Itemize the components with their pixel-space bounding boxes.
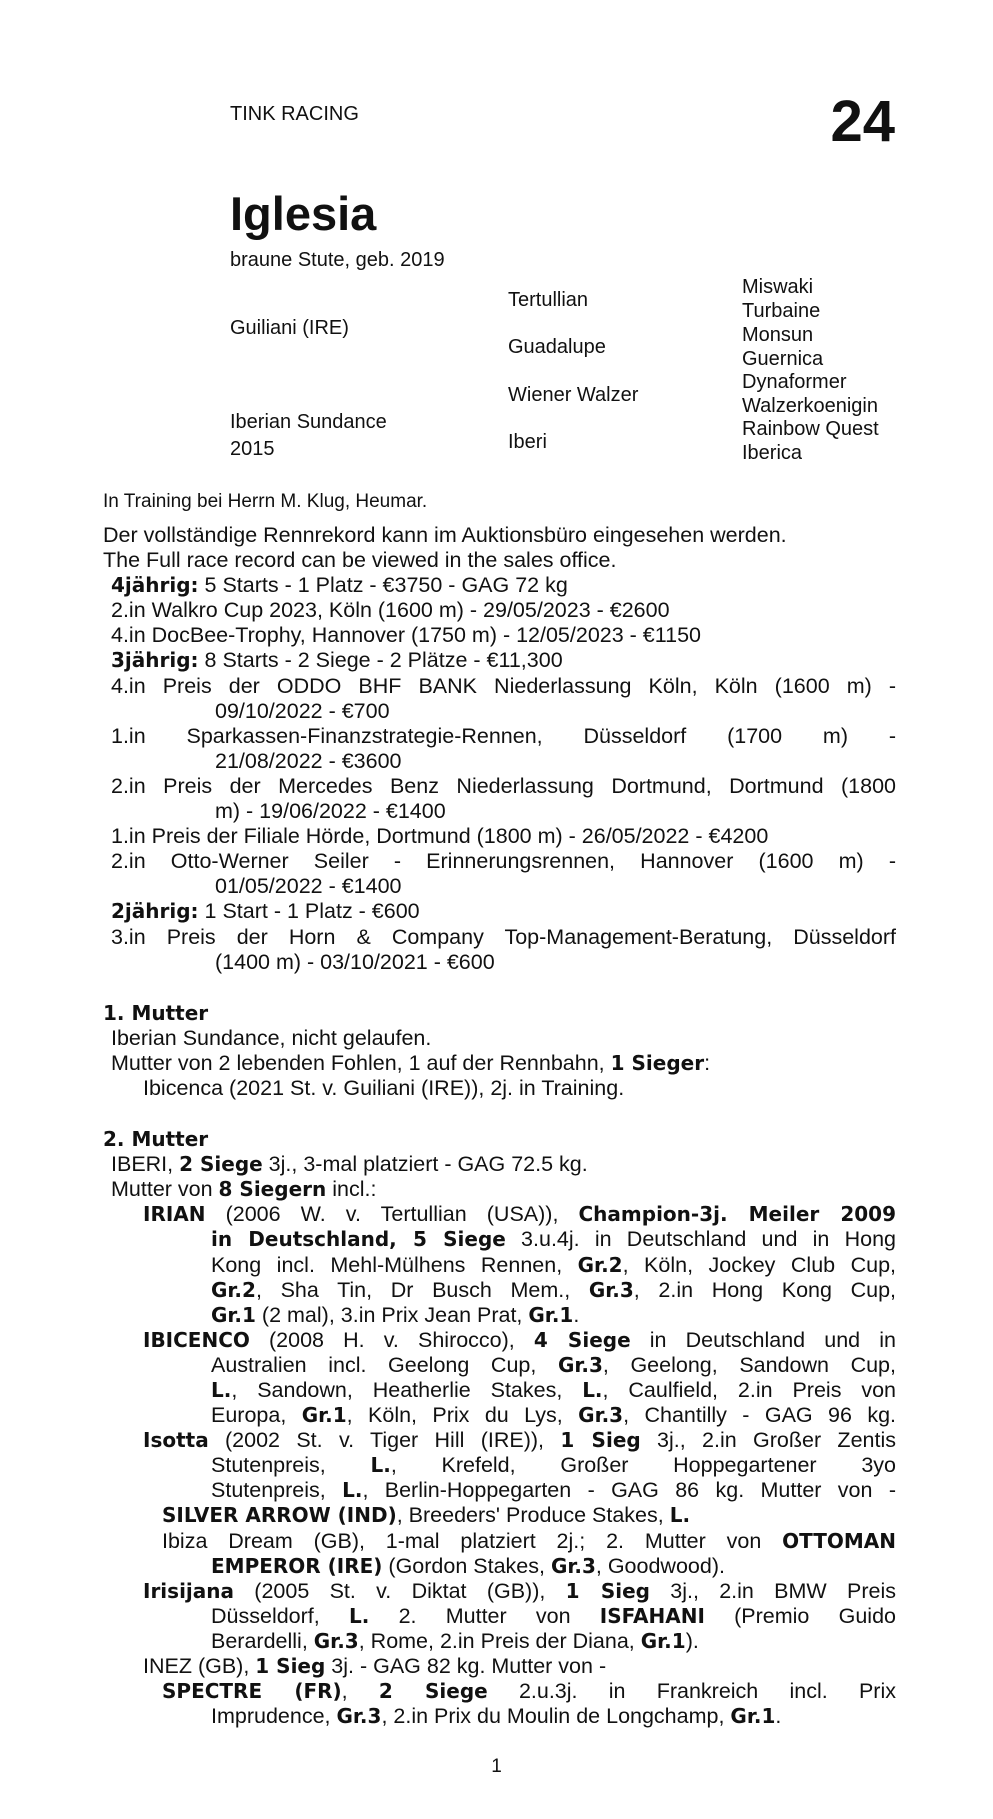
- produce-irian-cont: in Deutschland, 5 Siege 3.u.4j. in Deutschland und in Hong: [211, 1227, 896, 1252]
- race-result-cont: (1400 m) - 03/10/2021 - €600: [215, 949, 495, 974]
- race-year-2: 2jährig: 1 Start - 1 Platz - €600: [111, 899, 420, 924]
- pedigree-gen3: Miswaki: [742, 276, 814, 298]
- pedigree-gen3: Walzerkoenigin: [742, 395, 878, 417]
- pedigree-gen2: Wiener Walzer: [508, 384, 639, 406]
- race-result: 1.in Preis der Filiale Hörde, Dortmund (1800 m) - 26/05/2022 - €4200: [111, 824, 769, 849]
- catalogue-body: [103, 523, 896, 1729]
- training-note: In Training bei Herrn M. Klug, Heumar.: [103, 491, 428, 512]
- produce-ibicenco-cont: L., Sandown, Heatherlie Stakes, L., Caulfield, 2.in Preis von: [211, 1378, 896, 1402]
- pedigree-dam: Iberian Sundance: [230, 411, 387, 433]
- produce-isotta-cont: SILVER ARROW (IND), Breeders' Produce Stakes, L.: [162, 1503, 691, 1528]
- race-result-cont: 01/05/2022 - €1400: [215, 874, 402, 899]
- race-result: 2.in Preis der Mercedes Benz Niederlassung Dortmund, Dortmund (1800: [111, 773, 896, 798]
- produce-inez: INEZ (GB), 1 Sieg 3j. - GAG 82 kg. Mutter von -: [143, 1654, 607, 1679]
- race-result: 1.in Sparkassen-Finanzstrategie-Rennen, Düsseldorf (1700 m) -: [111, 723, 896, 748]
- produce-irian-cont: Gr.1 (2 mal), 3.in Prix Jean Prat, Gr.1.: [211, 1302, 580, 1327]
- produce-isotta-cont: Ibiza Dream (GB), 1-mal platziert 2j.; 2. Mutter von OTTOMAN: [162, 1528, 896, 1553]
- produce-irisijana: Irisijana (2005 St. v. Diktat (GB)), 1 Sieg 3j., 2.in BMW Preis: [143, 1578, 896, 1603]
- produce-isotta-cont: Stutenpreis, L., Berlin-Hoppegarten - GAG 86 kg. Mutter von -: [211, 1478, 896, 1503]
- produce-ibicenco: IBICENCO (2008 H. v. Shirocco), 4 Siege in Deutschland und in: [143, 1327, 896, 1352]
- pedigree-gen3: Iberica: [742, 442, 803, 464]
- produce-spectre: SPECTRE (FR), 2 Siege 2.u.3j. in Frankreich incl. Prix: [162, 1679, 896, 1704]
- consignor: TINK RACING: [230, 103, 359, 125]
- race-result-cont: 21/08/2022 - €3600: [215, 748, 402, 773]
- pedigree-gen3: Dynaformer: [742, 371, 847, 393]
- lot-number: 24: [830, 89, 895, 154]
- record-note-en: The Full race record can be viewed in the sales office.: [103, 548, 617, 573]
- race-result: 4.in Preis der ODDO BHF BANK Niederlassung Köln, Köln (1600 m) -: [111, 673, 896, 698]
- produce-isotta: Isotta (2002 St. v. Tiger Hill (IRE)), 1 Sieg 3j., 2.in Großer Zentis: [143, 1428, 896, 1453]
- pedigree-gen3: Monsun: [742, 324, 814, 346]
- first-dam-foal: Ibicenca (2021 St. v. Guiliani (IRE)), 2j. in Training.: [143, 1075, 625, 1100]
- horse-description: braune Stute, geb. 2019: [230, 249, 445, 271]
- race-result: 4.in DocBee-Trophy, Hannover (1750 m) - 12/05/2023 - €1150: [111, 623, 701, 648]
- produce-irian-cont: Kong incl. Mehl-Mülhens Rennen, Gr.2, Köln, Jockey Club Cup,: [211, 1252, 896, 1277]
- pedigree-gen3: Rainbow Quest: [742, 418, 879, 440]
- page-number: 1: [491, 1756, 502, 1777]
- race-result: 2.in Walkro Cup 2023, Köln (1600 m) - 29/05/2023 - €2600: [111, 598, 670, 623]
- produce-isotta-cont: EMPEROR (IRE) (Gordon Stakes, Gr.3, Goodwood).: [211, 1553, 725, 1578]
- pedigree-gen2: Iberi: [508, 431, 547, 453]
- pedigree-gen2: Tertullian: [508, 289, 589, 311]
- race-result: 3.in Preis der Horn & Company Top-Management-Beratung, Düsseldorf: [111, 924, 896, 949]
- produce-spectre-cont: Imprudence, Gr.3, 2.in Prix du Moulin de Longchamp, Gr.1.: [211, 1704, 782, 1729]
- produce-irisijana-cont: Berardelli, Gr.3, Rome, 2.in Preis der Diana, Gr.1).: [211, 1628, 699, 1653]
- pedigree-dam-year: 2015: [230, 438, 275, 460]
- first-dam-line: Mutter von 2 lebenden Fohlen, 1 auf der Rennbahn, 1 Sieger:: [111, 1050, 711, 1075]
- horse-name: Iglesia: [230, 187, 377, 240]
- first-dam-heading: 1. Mutter: [103, 1000, 209, 1025]
- produce-irian: IRIAN (2006 W. v. Tertullian (USA)), Champion-3j. Meiler 2009: [143, 1202, 896, 1227]
- second-dam-line: IBERI, 2 Siege 3j., 3-mal platziert - GAG 72.5 kg.: [111, 1152, 588, 1177]
- produce-ibicenco-cont: Europa, Gr.1, Köln, Prix du Lys, Gr.3, Chantilly - GAG 96 kg.: [211, 1403, 897, 1428]
- race-result-cont: m) - 19/06/2022 - €1400: [215, 799, 446, 824]
- second-dam-heading: 2. Mutter: [103, 1127, 209, 1152]
- produce-ibicenco-cont: Australien incl. Geelong Cup, Gr.3, Geelong, Sandown Cup,: [211, 1352, 896, 1377]
- second-dam-line: Mutter von 8 Siegern incl.:: [111, 1177, 377, 1202]
- pedigree-sire: Guiliani (IRE): [230, 317, 349, 339]
- race-result-cont: 09/10/2022 - €700: [215, 698, 390, 723]
- pedigree-gen3: Turbaine: [742, 300, 821, 322]
- record-note-de: Der vollständige Rennrekord kann im Auktionsbüro eingesehen werden.: [103, 523, 787, 547]
- race-year-4: 4jährig: 5 Starts - 1 Platz - €3750 - GAG 72 kg: [111, 573, 568, 598]
- race-result: 2.in Otto-Werner Seiler - Erinnerungsrennen, Hannover (1600 m) -: [111, 849, 896, 874]
- produce-irian-cont: Gr.2, Sha Tin, Dr Busch Mem., Gr.3, 2.in Hong Kong Cup,: [211, 1277, 896, 1302]
- pedigree-gen2: Guadalupe: [508, 336, 606, 358]
- race-year-3: 3jährig: 8 Starts - 2 Siege - 2 Plätze - €11,300: [111, 648, 563, 673]
- produce-irisijana-cont: Düsseldorf, L. 2. Mutter von ISFAHANI (Premio Guido: [211, 1603, 896, 1628]
- pedigree-gen3: Guernica: [742, 348, 824, 370]
- first-dam-line: Iberian Sundance, nicht gelaufen.: [111, 1025, 432, 1050]
- produce-isotta-cont: Stutenpreis, L., Krefeld, Großer Hoppegartener 3yo: [211, 1453, 896, 1478]
